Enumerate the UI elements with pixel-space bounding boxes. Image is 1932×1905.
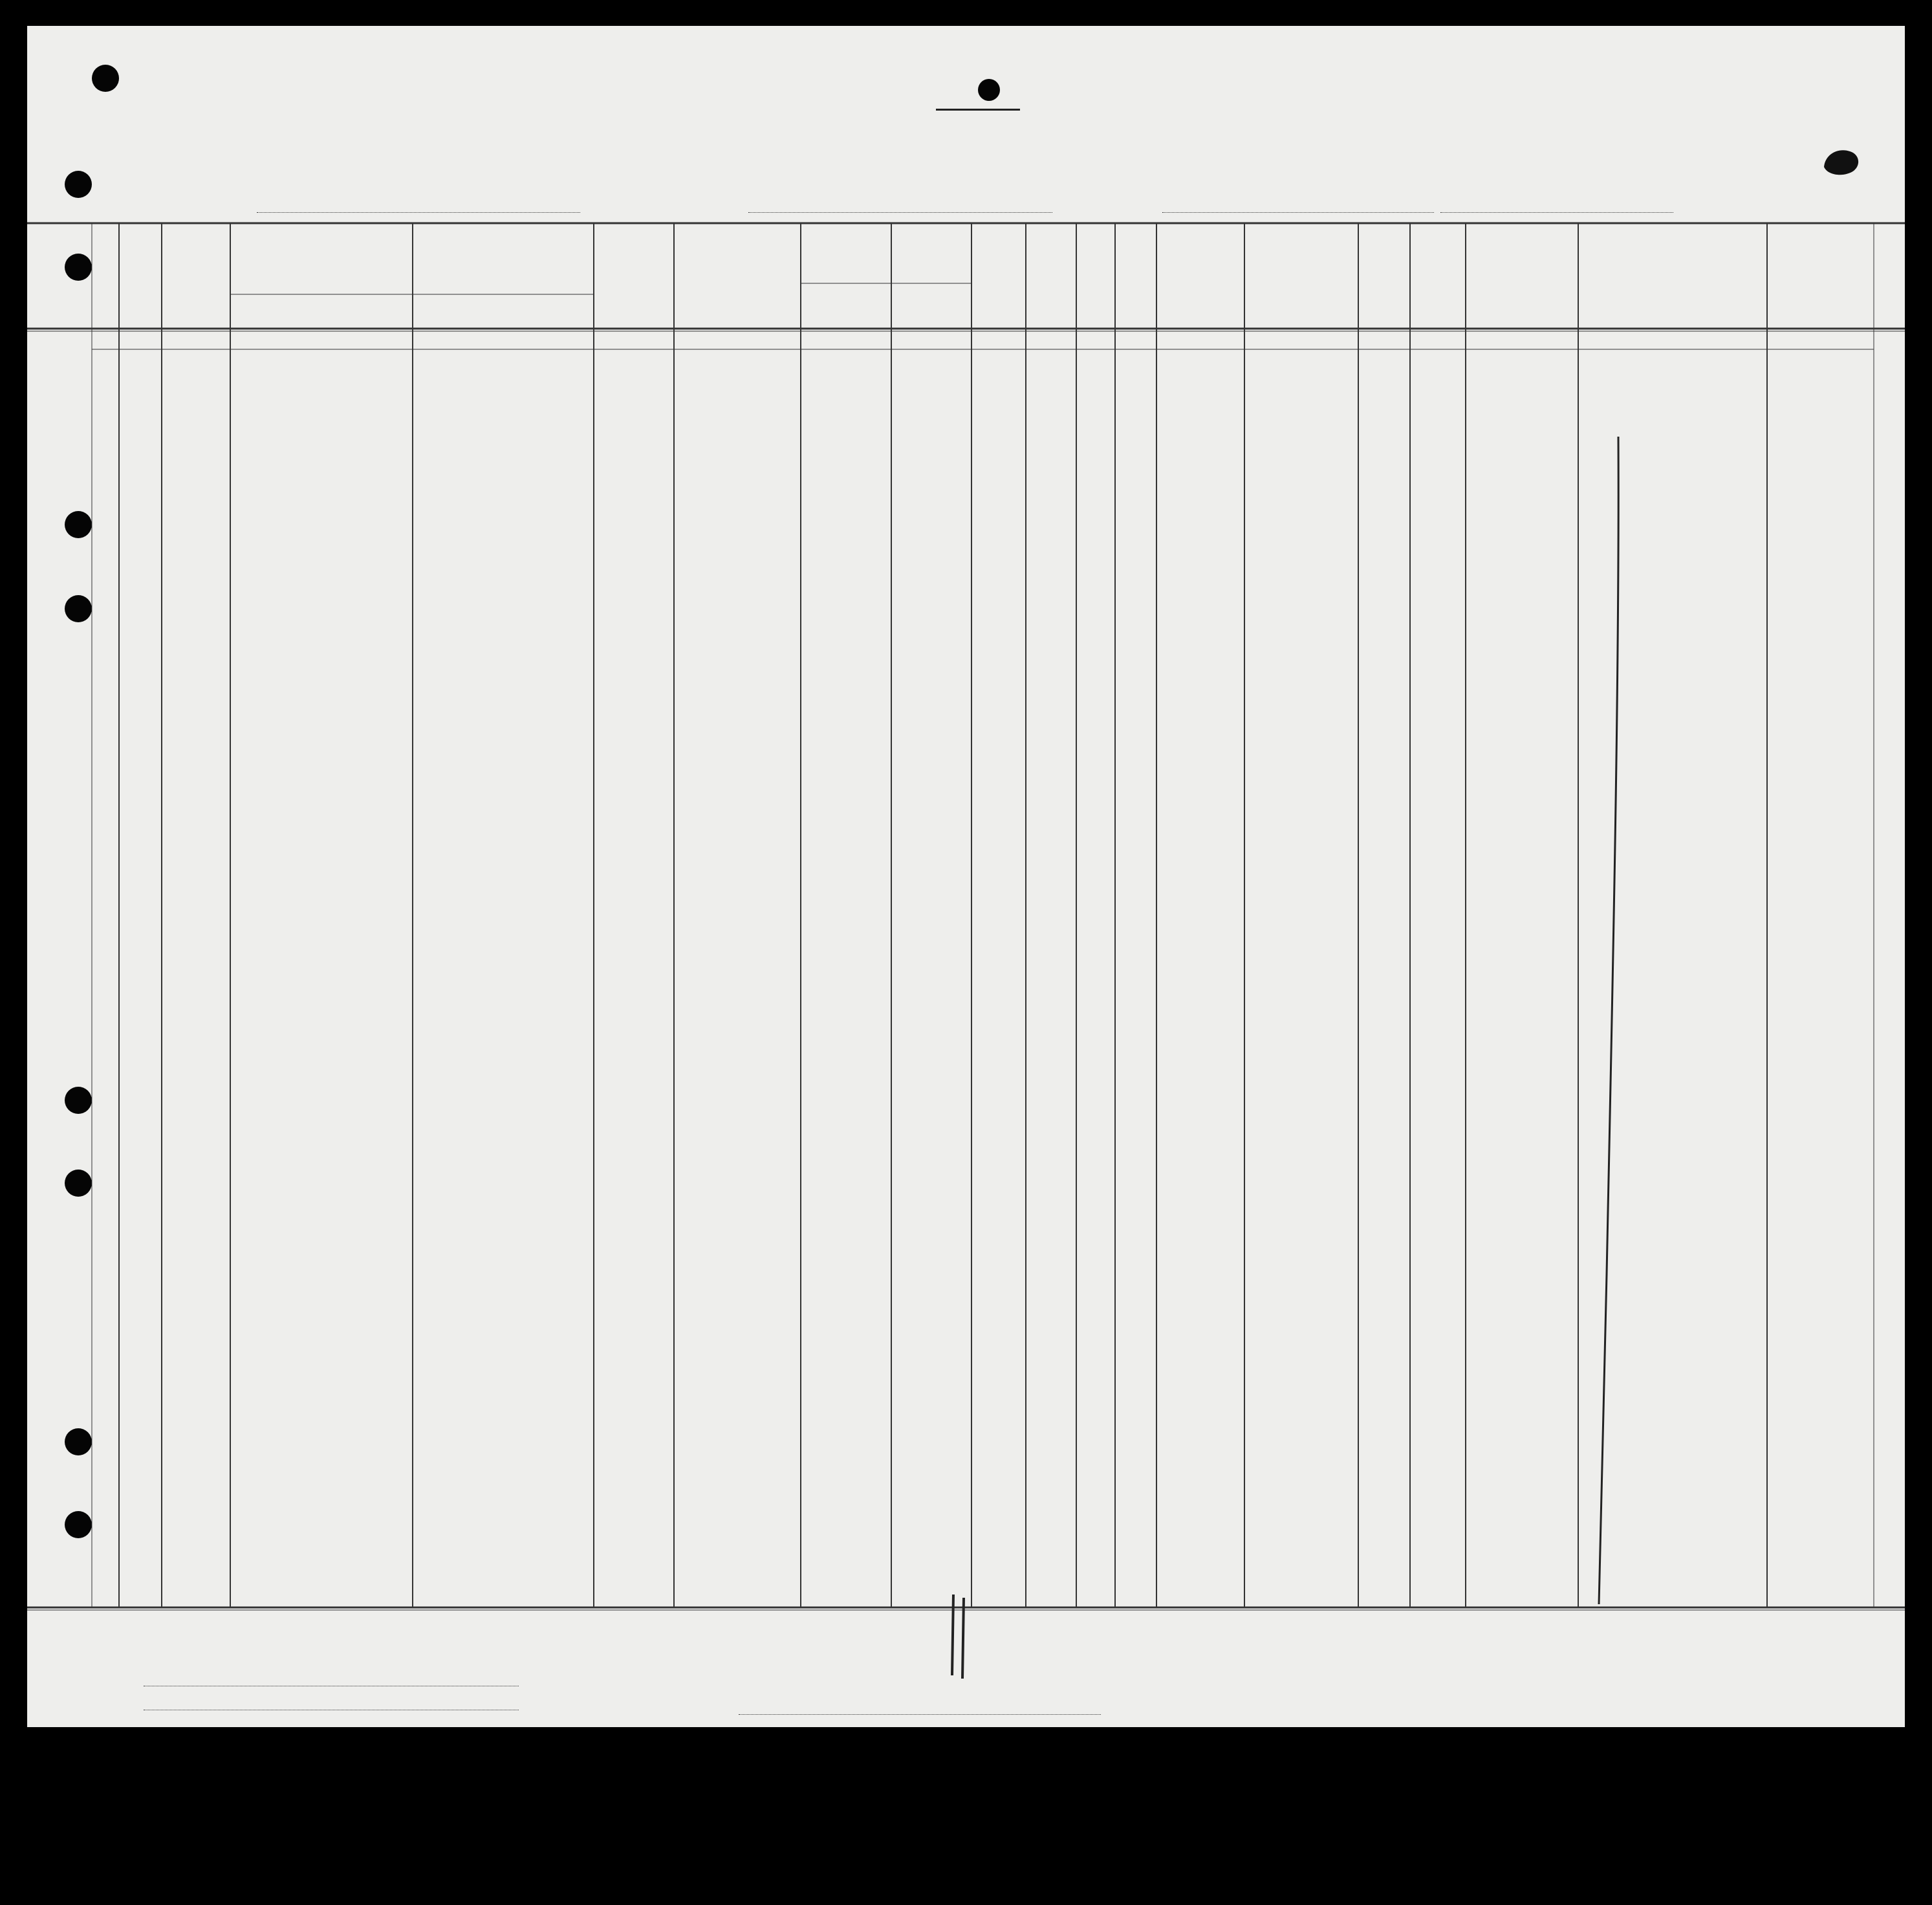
manifest-sheet xyxy=(27,26,1905,1727)
inspector-tick-marks xyxy=(946,1591,971,1682)
remarks-pen-stroke xyxy=(1592,433,1631,1611)
